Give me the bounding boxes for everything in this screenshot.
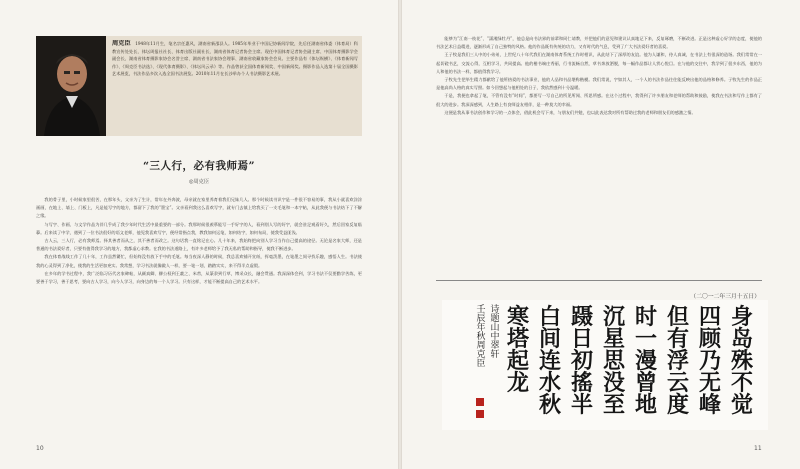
right-page	[402, 0, 800, 469]
article-date: （二〇一二年三月十五日）	[690, 294, 760, 300]
calligraphy-character: 轩	[490, 350, 500, 360]
calligraphy-character: 乃	[698, 348, 721, 374]
calligraphy-column	[726, 306, 758, 416]
calligraphy-character: 地	[634, 392, 657, 418]
article-byline: ◎周克臣	[188, 179, 210, 185]
calligraphy-character: 半	[570, 392, 593, 418]
calligraphy-character: 起	[506, 348, 529, 374]
calligraphy-character: 年	[476, 323, 486, 333]
left-page	[0, 0, 398, 469]
paragraph: 古人云，三人行，必有我师焉。择其善者而从之，其不善者而改之。这句话我一直铭记在心。几十年来，我始终把向别人学习当作自己提高的途径。无论是名家大师，还是普通的书法爱好者，只要有值得我学习的地方，我都虚心求教。在我的书法道路上，有许多老师给予了我无私的帮助和指导，使我不断进步。	[36, 238, 362, 252]
calligraphy-character: 星	[602, 326, 625, 352]
paragraph: 我的骨子里，小时候家里很苦，在那年头，父亲为了生计，常年在外奔波，母亲就在家里养育着我们兄妹几人。那个时候读书识字是一件很不容易的事，我从小就喜欢涂涂画画，在地上、墙上、门板上，凡是能写字的地方，都留下了我的“墨宝”。父亲看到我这么喜欢写字，就专门去镇上给我买了一支毛笔和一本字帖，从此我便与书法结下了不解之缘。	[36, 197, 362, 219]
divider	[436, 280, 762, 281]
author-name: 周克臣	[112, 40, 131, 47]
calligraphy-character: 顾	[698, 326, 721, 352]
paragraph: 与写字、作画、与文学作品为伴几乎成了我少年时代生活中最重要的一部分。我那时候很羡慕能写一手好字的人，看到别人写的好字，就会驻足观看好久，然后回家反复临摹。后来读了中学，遇到了一位书法很好的语文老师，他见我喜欢写字，便经常指点我，教我如何运笔，如何结字，如何布局，使我受益匪浅。	[36, 221, 362, 235]
author-bio	[112, 40, 358, 136]
calligraphy-character: 龙	[506, 370, 529, 396]
calligraphy-character: 壬	[476, 305, 486, 315]
article-title: “三人行，必有我师焉”	[142, 160, 256, 172]
calligraphy-character: 至	[602, 392, 625, 418]
article-body-left	[36, 196, 362, 438]
paragraph: 在多年的学书过程中，我广泛临习历代名家碑帖，从颜真卿、柳公权到王羲之、米芾，从篆隶到行草，博采众长，融会贯通。我深深体会到，学习书法不仅要勤学苦练，更要善于学习，善于思考，要向古人学习，向今人学习，向身边的每一个人学习。只有这样，才能不断提高自己的艺术水平。	[36, 270, 362, 285]
calligraphy-character: 诗	[490, 305, 500, 315]
article-body-right	[436, 35, 762, 265]
calligraphy-character: 山	[490, 323, 500, 333]
calligraphy-character: 题	[490, 314, 500, 324]
calligraphy-column	[534, 306, 566, 416]
seal-stamp	[476, 398, 484, 406]
paragraph: 我在体育战线工作了几十年，工作虽然繁忙，但始终没有放下手中的毛笔。每当夜深人静的时候，我总喜欢铺开宣纸，挥毫泼墨，在笔墨之间寻找乐趣，感悟人生。书法使我的心灵得到了净化，使我的生活更加充实。我常想，学习书法就像做人一样，要一笔一划，踏踏实实，来不得半点虚假。	[36, 254, 362, 268]
calligraphy-character: 周	[476, 341, 486, 351]
calligraphy-character: 身	[730, 304, 753, 330]
calligraphy-column	[566, 306, 598, 416]
calligraphy-character: 但	[666, 304, 689, 330]
paragraph: 于是，我便也拿起了笔，不管有没有“时间”，都要写一写自己的所见所闻、所思所感。在这个过程中，我得到了许多朋友和老师的帮助和鼓励，使我在书法和写作上都有了很大的进步。我深深感到，人生路上有良师益友相伴，是一种莫大的幸福。	[436, 93, 762, 107]
paragraph: 这便是我从事书法创作和学习的一点体会，借此机会写下来，与朋友们共勉，也以此表达我对所有帮助过我的老师和朋友们的感激之情。	[444, 109, 696, 115]
calligraphy-character: 殊	[730, 348, 753, 374]
calligraphy-character: 不	[730, 370, 753, 396]
calligraphy-character: 四	[698, 304, 721, 330]
calligraphy-column	[630, 306, 662, 416]
calligraphy-character: 岛	[730, 326, 753, 352]
calligraphy-character: 翠	[490, 341, 500, 351]
calligraphy-character: 度	[666, 392, 689, 418]
calligraphy-character: 塔	[506, 326, 529, 352]
seal-stamp	[476, 410, 484, 418]
calligraphy-character: 云	[666, 370, 689, 396]
calligraphy-character: 日	[570, 326, 593, 352]
calligraphy-character: 克	[476, 350, 486, 360]
calligraphy-character: 搖	[570, 370, 593, 396]
calligraphy-character: 思	[602, 348, 625, 374]
calligraphy-character: 秋	[538, 392, 561, 418]
calligraphy-character: 有	[666, 326, 689, 352]
calligraphy-character: 初	[570, 348, 593, 374]
calligraphy-column	[694, 306, 726, 416]
calligraphy-inscription	[474, 306, 488, 369]
calligraphy-character: 蹑	[570, 304, 593, 330]
calligraphy-artwork	[442, 300, 768, 430]
calligraphy-column	[502, 306, 534, 394]
author-portrait	[36, 36, 106, 136]
calligraphy-character: 没	[602, 370, 625, 396]
paragraph: 子牧先生把毕生精力都献给了他所热爱的书法事业，他的人品和书品堪称楷模。我们常说，字如其人，一个人的书法作品往往能反映出他的品格和修养。子牧先生的作品正是他高尚人格的真实写照。如今回想起与他相处的日子，我依然感到十分温暖。	[436, 77, 762, 91]
calligraphy-character: 觉	[730, 392, 753, 418]
calligraphy-character: 沉	[602, 304, 625, 330]
paragraph: 王子牧是我们三人中的小弟弟，上世纪八十年代我们在湖南体育系统工作时相识，从此结下了深厚的友谊。他为人谦和，待人真诚，在书法上有很深的造诣。我们常常在一起切磋书艺，交流心得，互相学习，共同提高。他的楷书端庄秀丽，行书流畅自然，草书奔放洒脱，每一幅作品都让人赏心悦目。在与他的交往中，我学到了很多东西，他的为人和他的书法一样，都值得我学习。	[436, 52, 762, 74]
calligraphy-inscription	[488, 306, 502, 360]
calligraphy-character: 一	[634, 326, 657, 352]
calligraphy-character: 臣	[476, 359, 486, 369]
calligraphy-character: 浮	[666, 348, 689, 374]
calligraphy-character: 中	[490, 332, 500, 342]
calligraphy-character: 无	[698, 370, 721, 396]
calligraphy-character: 秋	[476, 332, 486, 342]
page-number: 11	[754, 445, 762, 452]
calligraphy-character: 曾	[634, 370, 657, 396]
calligraphy-character: 辰	[476, 314, 486, 324]
calligraphy-column	[662, 306, 694, 416]
calligraphy-character: 水	[538, 370, 561, 396]
page-number: 10	[36, 445, 44, 452]
paragraph: 能够为“江南一枝花”、“潇湘绿牡丹”，他总是向书法界的前辈和同仁请教，并把他们的意见和建议认真地记下来，反复琢磨，不断改进。正是这种虚心好学的态度，使他的书法艺术日益精进，逐渐形成了自己独特的风格。他的作品既有传统的功力，又有时代的气息，受到了广大书法爱好者的喜爱。	[436, 36, 762, 50]
calligraphy-character: 漫	[634, 348, 657, 374]
calligraphy-character: 连	[538, 348, 561, 374]
calligraphy-character: 时	[634, 304, 657, 330]
calligraphy-character: 白	[538, 304, 561, 330]
calligraphy-character: 峰	[698, 392, 721, 418]
calligraphy-character: 间	[538, 326, 561, 352]
calligraphy-column	[598, 306, 630, 416]
author-bio-text: 1948年11月生，笔名宗任惠风，湖南省新邵县人。1985年毕业于中国记协新闻学院，先后任湖南省体委（体育局）科教宣传处处长、体坛周报社社长、体育出版社副社长、湖南省体育记者协会主席。现任中国体育记者协会副主席、中国体育摄影学会副会长、湖南省体育摄影家协会名誉主席、湖南省书法家协会理事、湖南省收藏家协会会员。主要作品有《体坛纵横》、《体育新闻写作》、《周克臣书法选》、《现代体育摄影》、《体坛风云录》等。作品曾获全国体育新闻奖、中国新闻奖。摄影作品入选第十届全国摄影艺术展览，书法作品多次入选全国书法展览。2010年11月在长沙举办个人书法摄影艺术展。	[112, 41, 358, 77]
calligraphy-character: 寒	[506, 304, 529, 330]
